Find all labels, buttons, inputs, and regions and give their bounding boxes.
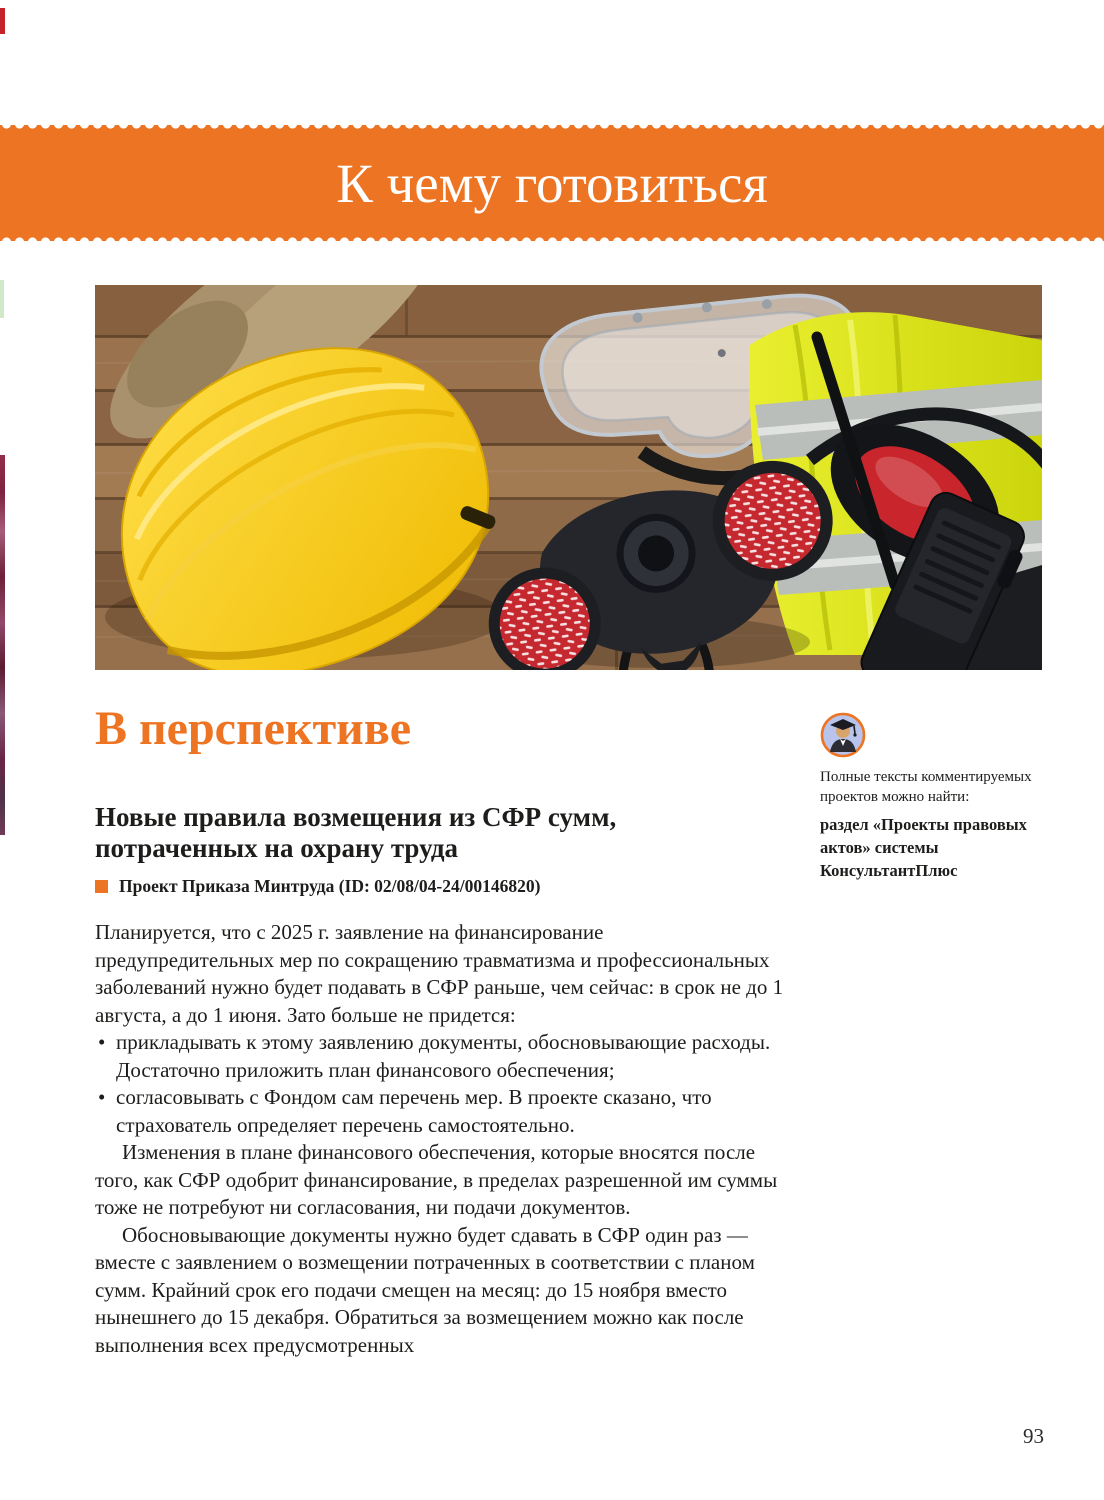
section-banner: [0, 125, 1104, 241]
page-section-title: В перспективе: [95, 702, 412, 755]
article-bullet-item: • согласовывать с Фондом сам перечень мер. В проекте сказано, что страхователь определяет перечень самостоятельно.: [95, 1084, 785, 1139]
safety-equipment-illustration: [95, 285, 1042, 670]
banner-title: К чему готовиться: [336, 153, 768, 214]
page-edge-strip-red: [0, 8, 5, 34]
article-paragraph: Обосновывающие документы нужно будет сдавать в СФР один раз — вместе с заявлением о возмещении потраченных в соответствии с планом сумм. Крайний срок его подачи смещен на месяц: до 15 ноября вместо нынешнего до 15 декабря. Обратиться за возмещением можно как после выполнения всех предусмотренных: [95, 1222, 755, 1357]
page-edge-strip-maroon: [0, 455, 5, 835]
article-body: [95, 919, 785, 1359]
article-source-label: Проект Приказа Минтруда (ID: 02/08/04-24/00146820): [119, 876, 541, 896]
orange-square-bullet-icon: [95, 880, 108, 893]
article-paragraph: Планируется, что с 2025 г. заявление на финансирование предупредительных мер по сокращению травматизма и профессиональных заболеваний нужно будет подавать в СФР раньше, чем сейчас: в срок не до 1 августа, а до 1 июня. Зато больше не придется:: [95, 920, 784, 1027]
page-number: 93: [1023, 1424, 1044, 1448]
safety-equipment-photo: [95, 285, 1042, 670]
aside-reference-text: раздел «Проекты правовых актов» системы КонсультантПлюс: [820, 815, 1027, 880]
consultantplus-scholar-icon: [820, 712, 866, 758]
article-source-line: [95, 876, 785, 897]
article-bullet-item: • прикладывать к этому заявлению документы, обосновывающие расходы. Достаточно приложить план финансового обеспечения;: [95, 1029, 785, 1084]
aside-note-text: Полные тексты комментируемых проектов можно найти:: [820, 769, 1032, 805]
article-bullet-list: [95, 1029, 785, 1139]
article: [95, 802, 785, 1359]
aside-note: [820, 712, 1048, 882]
article-paragraph: Изменения в плане финансового обеспечения, которые вносятся после того, как СФР одобрит финансирование, в пределах разрешенной им суммы тоже не потребуют ни согласования, ни подачи документов.: [95, 1140, 778, 1219]
article-heading: Новые правила возмещения из СФР сумм, потраченных на охрану труда: [95, 802, 617, 863]
page-edge-strip-green: [0, 280, 4, 318]
